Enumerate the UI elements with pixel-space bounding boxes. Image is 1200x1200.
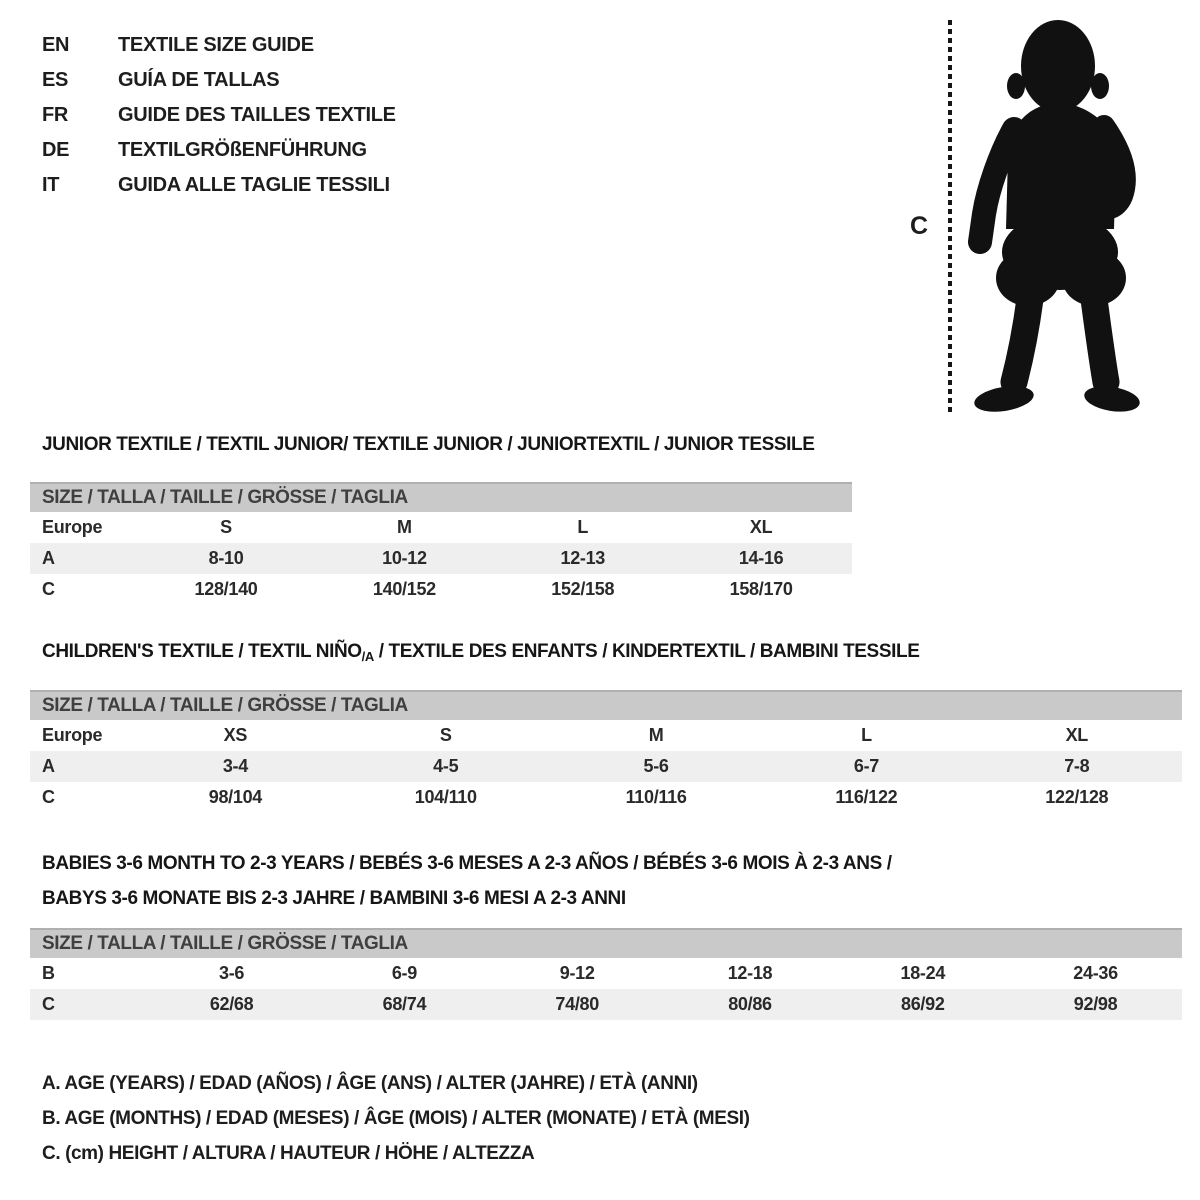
height-cell: 122/128 — [1045, 787, 1109, 807]
footnote-b: B. AGE (MONTHS) / EDAD (MESES) / ÂGE (MOIS) / ALTER (MONATE) / ETÀ (MESI) — [42, 1108, 750, 1129]
age-cell: 5-6 — [643, 756, 669, 776]
height-cell: 104/110 — [414, 787, 477, 807]
language-code: FR — [42, 104, 69, 126]
title-sub-text: /A — [361, 649, 374, 664]
language-code: DE — [42, 139, 70, 161]
size-cell: L — [577, 517, 589, 537]
height-cell: 92/98 — [1073, 994, 1118, 1014]
age-cell: 9-12 — [559, 963, 595, 983]
size-cell: S — [439, 725, 452, 745]
height-cell: 110/116 — [625, 787, 687, 807]
height-cell: 140/152 — [372, 579, 436, 599]
height-cell: 116/122 — [835, 787, 898, 807]
title-text: / TEXTILE DES ENFANTS / KINDERTEXTIL / BAMBINI TESSILE — [373, 641, 920, 662]
junior-size-table — [30, 482, 852, 605]
height-cell: 128/140 — [194, 579, 258, 599]
language-row-fr — [42, 98, 396, 133]
footnote-legend — [42, 1066, 750, 1171]
table-row-height-cm — [30, 989, 1182, 1020]
row-label: B — [42, 963, 55, 983]
babies-size-table — [30, 928, 1182, 1020]
row-label: A — [42, 548, 55, 568]
size-cell: S — [220, 517, 232, 537]
age-cell: 10-12 — [382, 548, 427, 568]
age-cell: 4-5 — [433, 756, 459, 776]
size-header-bar: SIZE / TALLA / TAILLE / GRÖSSE / TAGLIA — [30, 690, 1182, 720]
row-label: Europe — [42, 517, 103, 537]
language-title: TEXTILGRÖßENFÜHRUNG — [118, 139, 367, 161]
language-row-it — [42, 168, 396, 203]
age-cell: 14-16 — [738, 548, 784, 568]
age-cell: 12-13 — [560, 548, 606, 568]
height-cell: 86/92 — [901, 994, 945, 1014]
language-code: EN — [42, 34, 70, 56]
age-cell: 3-4 — [222, 756, 248, 776]
size-cell: L — [861, 725, 872, 745]
footnote-c: C. (cm) HEIGHT / ALTURA / HAUTEUR / HÖHE / ALTEZZA — [42, 1143, 535, 1164]
height-dashed-line — [948, 20, 952, 416]
section-title-junior: JUNIOR TEXTILE / TEXTIL JUNIOR/ TEXTILE JUNIOR / JUNIORTEXTIL / JUNIOR TESSILE — [42, 434, 815, 455]
title-text: CHILDREN'S TEXTILE / TEXTIL NIÑO — [42, 641, 362, 662]
language-row-es — [42, 63, 396, 98]
age-cell: 12-18 — [727, 963, 773, 983]
row-label: Europe — [42, 725, 103, 745]
height-cell: 68/74 — [382, 994, 427, 1014]
language-code: ES — [42, 69, 69, 91]
language-row-en — [42, 28, 396, 63]
babies-title-line2: BABYS 3-6 MONATE BIS 2-3 JAHRE / BAMBINI 3-6 MESI A 2-3 ANNI — [42, 888, 626, 909]
height-cell: 80/86 — [728, 994, 772, 1014]
table-row-europe — [30, 512, 852, 543]
size-cell: XL — [1065, 725, 1088, 745]
row-label: A — [42, 756, 55, 776]
section-title-babies — [42, 846, 892, 916]
age-cell: 6-7 — [853, 756, 879, 776]
size-cell: M — [397, 517, 412, 537]
section-title-children — [42, 641, 919, 664]
toddler-silhouette-icon — [962, 14, 1140, 418]
height-cell: 152/158 — [551, 579, 615, 599]
age-cell: 24-36 — [1073, 963, 1118, 983]
table-row-age-months — [30, 958, 1182, 989]
language-title: GUIDE DES TAILLES TEXTILE — [118, 104, 396, 126]
size-cell: XL — [749, 517, 773, 537]
size-header-bar: SIZE / TALLA / TAILLE / GRÖSSE / TAGLIA — [30, 928, 1182, 958]
age-cell: 18-24 — [900, 963, 946, 983]
table-row-age-years — [30, 543, 852, 574]
children-size-table — [30, 690, 1182, 813]
language-row-de — [42, 133, 396, 168]
age-cell: 6-9 — [391, 963, 417, 983]
table-row-europe — [30, 720, 1182, 751]
table-row-age-years — [30, 751, 1182, 782]
row-label: C — [42, 579, 55, 599]
size-cell: XS — [223, 725, 248, 745]
table-row-height-cm — [30, 782, 1182, 813]
age-cell: 8-10 — [208, 548, 244, 568]
size-header-bar: SIZE / TALLA / TAILLE / GRÖSSE / TAGLIA — [30, 482, 852, 512]
height-cell: 158/170 — [729, 579, 793, 599]
babies-title-line1: BABIES 3-6 MONTH TO 2-3 YEARS / BEBÉS 3-6 MESES A 2-3 AÑOS / BÉBÉS 3-6 MOIS À 2-3 ANS / — [42, 853, 892, 874]
height-cell: 98/104 — [208, 787, 263, 807]
height-measure-label: C — [910, 212, 929, 240]
footnote-a: A. AGE (YEARS) / EDAD (AÑOS) / ÂGE (ANS) / ALTER (JAHRE) / ETÀ (ANNI) — [42, 1073, 698, 1094]
language-title: GUIDA ALLE TAGLIE TESSILI — [118, 174, 390, 196]
table-row-height-cm — [30, 574, 852, 605]
height-cell: 62/68 — [209, 994, 254, 1014]
row-label: C — [42, 994, 55, 1014]
language-title: TEXTILE SIZE GUIDE — [118, 34, 314, 56]
row-label: C — [42, 787, 55, 807]
height-cell: 74/80 — [555, 994, 599, 1014]
language-list — [42, 28, 396, 203]
size-cell: M — [648, 725, 664, 745]
age-cell: 7-8 — [1064, 756, 1090, 776]
age-cell: 3-6 — [219, 963, 245, 983]
language-code: IT — [42, 174, 60, 196]
language-title: GUÍA DE TALLAS — [118, 69, 280, 91]
